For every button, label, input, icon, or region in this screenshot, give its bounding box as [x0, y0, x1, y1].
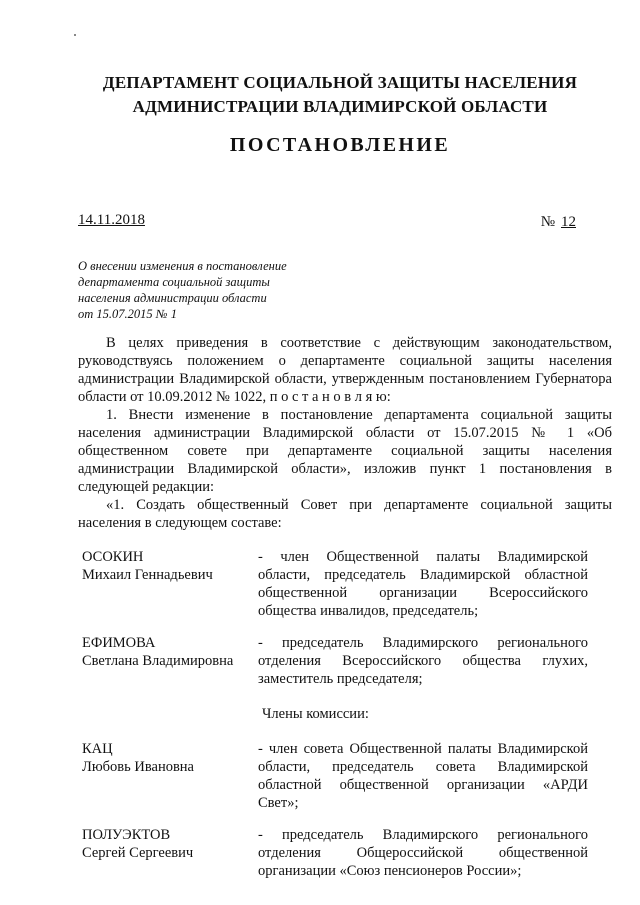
document-date: 14.11.2018 — [78, 212, 145, 228]
member-entry — [82, 826, 612, 886]
member-given-name: Сергей Сергеевич — [82, 845, 194, 861]
intro-paragraph: В целях приведения в соответствие с действующим законодательством, руководствуясь положением о департаменте социальной защиты населения администрации Владимирской области, утвержденным постановлением Губернатора области от 10.09.2012 № 1022, п о с т а н о в л я ю: — [78, 335, 612, 405]
subject-line: департамента социальной защиты — [78, 275, 270, 289]
member-role: - член совета Общественной палаты Владимирской области, председатель совета Владимирской областной общественной организации «АРДИ Свет»; — [258, 741, 588, 811]
member-role: - член Общественной палаты Владимирской области, председатель Владимирской областной общественной организации Всероссийского общества инвалидов, председатель; — [258, 549, 588, 619]
subject-line: от 15.07.2015 № 1 — [78, 307, 177, 321]
document-type-title: ПОСТАНОВЛЕНИЕ — [229, 134, 451, 156]
member-surname: ОСОКИН — [82, 549, 144, 565]
member-surname: ЕФИМОВА — [82, 635, 156, 651]
member-name — [82, 740, 254, 776]
document-number — [541, 214, 576, 231]
number-sign: № — [540, 214, 555, 230]
member-given-name: Любовь Ивановна — [82, 759, 194, 775]
department-name-line1: ДЕПАРТАМЕНТ СОЦИАЛЬНОЙ ЗАЩИТЫ НАСЕЛЕНИЯ — [102, 73, 578, 92]
body-text — [78, 334, 612, 532]
subject-line: населения администрации области — [78, 291, 267, 305]
member-entry — [82, 740, 612, 820]
members-heading: Члены комиссии: — [262, 706, 369, 722]
number-value: 12 — [561, 214, 576, 230]
member-given-name: Светлана Владимировна — [82, 653, 234, 669]
member-entry — [82, 634, 612, 694]
department-name-line2: АДМИНИСТРАЦИИ ВЛАДИМИРСКОЙ ОБЛАСТИ — [132, 97, 548, 116]
member-role: - председатель Владимирского регионального отделения Общероссийской общественной организации «Союз пенсионеров России»; — [258, 827, 588, 879]
member-name — [82, 634, 254, 670]
member-given-name: Михаил Геннадьевич — [82, 567, 213, 583]
subject-line: О внесении изменения в постановление — [78, 259, 287, 273]
item-1-paragraph: 1. Внести изменение в постановление департамента социальной защиты населения администрации Владимирской области от 15.07.2015 № 1 «Об общественном совете при департаменте социальной защиты населения администрации Владимирской области», изложив пункт 1 постановления в следующей редакции: — [78, 407, 612, 495]
quote-paragraph: «1. Создать общественный Совет при департаменте социальной защиты населения в следующем составе: — [78, 497, 612, 531]
document-subject — [78, 258, 338, 322]
scan-speck — [74, 34, 76, 36]
member-role: - председатель Владимирского регионального отделения Всероссийского общества глухих, заместитель председателя; — [258, 635, 588, 687]
member-name — [82, 548, 254, 584]
member-surname: КАЦ — [82, 741, 113, 757]
member-name — [82, 826, 254, 862]
member-entry — [82, 548, 612, 628]
member-surname: ПОЛУЭКТОВ — [82, 827, 171, 843]
